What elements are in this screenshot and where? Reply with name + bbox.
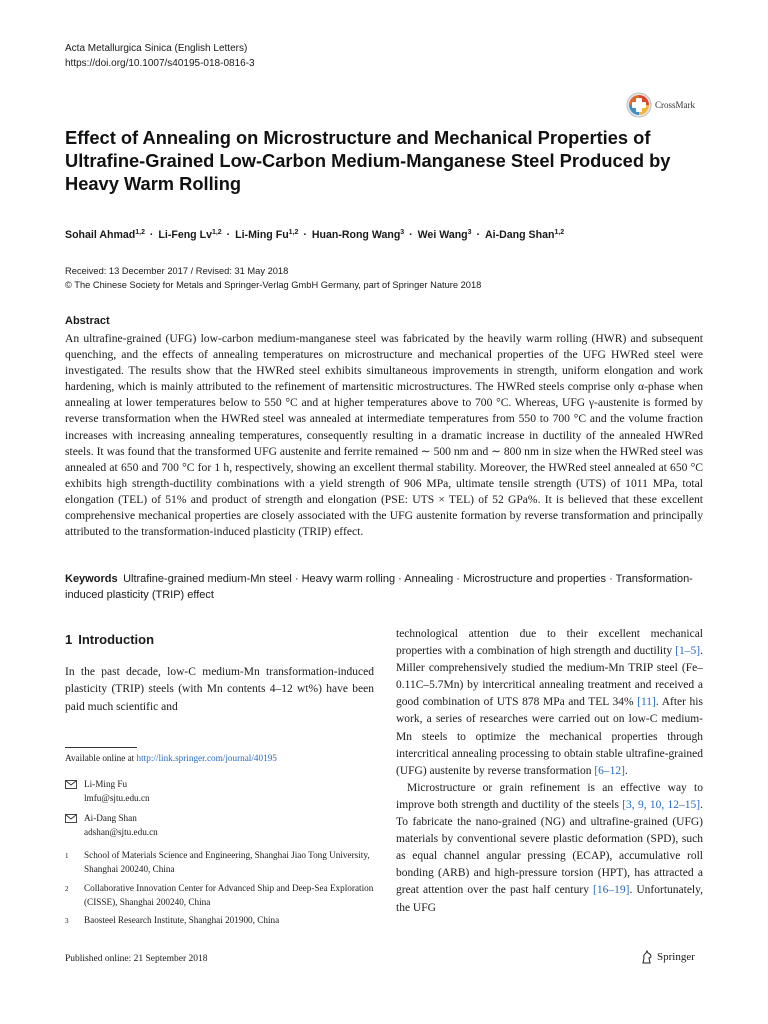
intro-right-column: [396, 626, 703, 917]
keywords-text: Ultrafine-grained medium-Mn steel · Heavy warm rolling · Annealing · Microstructure and properties · Transformation-induced plasticity (TRIP) effect: [65, 573, 693, 601]
intro-paragraph-1: technological attention due to their excellent mechanical properties with a combination of high strength and ductility [1–5]. Miller comprehensively studied the medium-Mn TRIP steel (Fe–0.11C–5.7Mn) by intercritical annealing treatment and received a good combination of UTS 878 MPa and TEL 34% [11]. After his work, a series of researches were carried out on low-C medium-Mn steels to optimize the mechanical properties through intercritical annealing processing to obtain stable ultrafine-grained (UFG) austenite by reverse transformation [6–12].: [396, 628, 703, 777]
crossmark-badge[interactable]: [626, 92, 695, 118]
copyright-line: © The Chinese Society for Metals and Springer-Verlag GmbH Germany, part of Springer Nature 2018: [65, 280, 482, 290]
contact-name: Ai-Dang Shan: [84, 813, 137, 823]
available-prefix: Available online at: [65, 753, 137, 763]
contact-shan: [65, 812, 158, 839]
author-name[interactable]: Ai-Dang Shan: [484, 229, 555, 241]
affiliation-text: Collaborative Innovation Center for Advanced Ship and Deep-Sea Exploration (CISSE), Shanghai 200240, China: [84, 883, 374, 907]
crossmark-label: CrossMark: [655, 100, 695, 110]
citation-link[interactable]: [11]: [637, 696, 656, 709]
contact-fu: [65, 778, 150, 805]
abstract-heading: Abstract: [65, 315, 110, 327]
contact-email[interactable]: adshan@sjtu.edu.cn: [84, 826, 158, 837]
intro-left-text: In the past decade, low-C medium-Mn transformation-induced plasticity (TRIP) steels (with Mn contents 4–12 wt%) have been paid much scientific and: [65, 666, 374, 713]
article-dates: [65, 264, 481, 292]
abstract-text: An ultrafine-grained (UFG) low-carbon medium-manganese steel was fabricated by the heavily warm rolling (HWR) and subsequent quenching, and the effects of annealing temperatures on microstructure and mechanical properties of the UFG HWRed steel were investigated. The results show that the HWRed steel exhibits simultaneous improvements in strength, uniform elongation and work hardening, which is mainly attributed to the refinement of martensitic microstructures. The HWRed steels comprise only α-phase when annealing at lower temperatures below to 550 °C and at higher temperatures above to 700 °C. Whereas, UFG γ-austenite is formed by reverse transformation when the HWRed steel was annealed at intermediate temperatures from 550 to 700 °C and the volume fraction increases with increasing annealing temperatures, consequently resulting in a dramatic increase in ductility of the annealed HWRed steels. It was found that the transformed UFG austenite and ferrite remained ∼ 500 nm and ∼ 800 nm in size when the HWRed steel was annealed at 650 and 700 °C for 1 h, respectively, showing an excellent thermal stability. Moreover, the HWRed steel annealed at 650 °C exhibits high strength-ductility combinations with a yield strength of 906 MPa, ultimate tensile strength (UTS) of 1011 MPa, total elongation (TEL) of 51% and product of strength and elongation (PSE: UTS × TEL) of 52 GPa%. It is believed that these excellent comprehensive mechanical properties are closely associated with the UFG austenite formation by reverse transformation and principally attributed to the transformation-induced plasticity (TRIP) effect.: [65, 332, 703, 539]
available-online: [65, 752, 277, 764]
received-revised: Received: 13 December 2017 / Revised: 31 May 2018: [65, 266, 289, 276]
affiliation-number: 1: [65, 852, 69, 860]
contact-email[interactable]: lmfu@sjtu.edu.cn: [84, 792, 150, 803]
author-affiliation: 3: [467, 229, 472, 236]
keywords-label: Keywords: [65, 573, 118, 585]
author-list: [65, 225, 725, 243]
published-online: Published online: 21 September 2018: [65, 954, 208, 964]
envelope-icon: [65, 812, 84, 839]
author-affiliation: 1,2: [211, 229, 222, 236]
affiliation-3: [65, 914, 375, 929]
contact-name: Li-Ming Fu: [84, 779, 128, 789]
author-separator: ·: [300, 229, 310, 241]
author-separator: ·: [406, 229, 416, 241]
author-name[interactable]: Sohail Ahmad: [65, 229, 136, 241]
paper-title: Effect of Annealing on Microstructure and Mechanical Properties of Ultrafine-Grained Low-Carbon Medium-Manganese Steel Produced by Heavy Warm Rolling: [65, 127, 671, 194]
author-name[interactable]: Li-Feng Lv: [158, 229, 212, 241]
author-name[interactable]: Wei Wang: [417, 229, 468, 241]
citation-link[interactable]: [1–5]: [675, 645, 701, 658]
journal-doi[interactable]: https://doi.org/10.1007/s40195-018-0816-3: [65, 58, 255, 69]
journal-name: Acta Metallurgica Sinica (English Letters): [65, 43, 248, 54]
journal-header: [65, 41, 255, 71]
footnote-divider: [65, 747, 137, 748]
citation-link[interactable]: [6–12]: [594, 764, 625, 777]
affiliation-number: 2: [65, 885, 69, 893]
citation-link[interactable]: [3, 9, 10, 12–15]: [622, 798, 701, 811]
author-name[interactable]: Huan-Rong Wang: [311, 229, 401, 241]
section-heading: [65, 632, 154, 647]
section-title: Introduction: [78, 632, 155, 647]
crossmark-icon: [626, 92, 652, 118]
intro-paragraph-2: Microstructure or grain refinement is an effective way to improve both strength and ductility of the steels [3, 9, 10, 12–15]. To fabricate the nano-grained (NG) and ultrafine-grained (UFG) materials by conventional severe plastic deformation (SPD), such as equal channel angular pressing (ECAP), accumulative roll bonding (ARB) and high-pressure torsion (HPT), has attracted a great attention over the past half century [16–19]. Unfortunately, the UFG: [396, 781, 704, 914]
affiliation-1: [65, 849, 375, 876]
author-separator: ·: [146, 229, 157, 241]
springer-logo[interactable]: [640, 950, 695, 964]
author-affiliation: 1,2: [288, 229, 299, 236]
keywords: [65, 572, 705, 603]
affiliation-text: Baosteel Research Institute, Shanghai 201900, China: [84, 915, 280, 925]
journal-link[interactable]: http://link.springer.com/journal/40195: [136, 753, 277, 763]
affiliation-text: School of Materials Science and Engineering, Shanghai Jiao Tong University, Shanghai 200240, China: [84, 850, 370, 874]
author-affiliation: 1,2: [554, 229, 565, 236]
citation-link[interactable]: [16–19]: [593, 884, 630, 897]
author-affiliation: 3: [400, 229, 405, 236]
publisher-name: Springer: [657, 951, 695, 963]
author-separator: ·: [473, 229, 483, 241]
author-separator: ·: [223, 229, 234, 241]
section-number: 1: [65, 632, 73, 647]
springer-horse-icon: [640, 950, 654, 964]
author-name[interactable]: Li-Ming Fu: [235, 229, 289, 241]
affiliation-2: [65, 882, 375, 909]
author-affiliation: 1,2: [135, 229, 145, 236]
envelope-icon: [65, 778, 84, 805]
affiliation-number: 3: [65, 917, 69, 925]
